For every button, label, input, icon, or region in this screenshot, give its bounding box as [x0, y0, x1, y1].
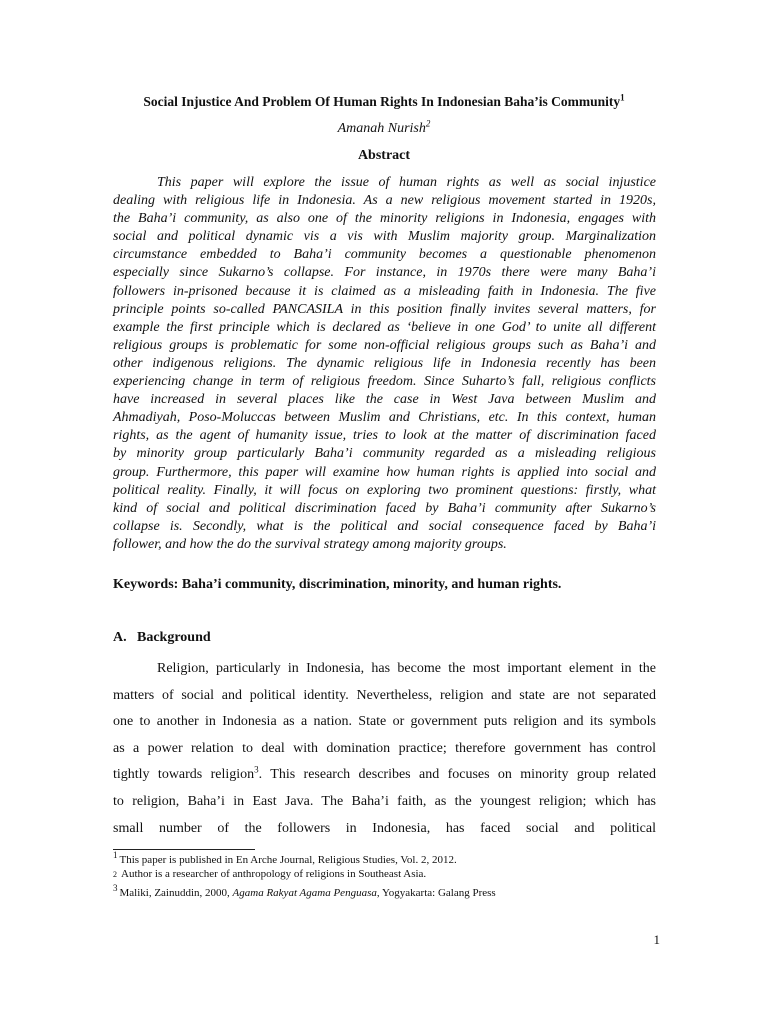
section-number: A. [113, 630, 127, 645]
abstract-line: political reality. Finally, it will focus on exploring two prominent questions: firstly, what [113, 482, 656, 498]
abstract-line: group. Furthermore, this paper will examine how human rights is applied into social and [113, 464, 656, 480]
footnotes [113, 850, 673, 900]
footnote-2: 2 Author is a researcher of anthropology of religions in Southeast Asia. [113, 868, 427, 880]
abstract-line: by minority group particularly Baha’i community regarded as a misleading religious [113, 446, 656, 462]
abstract-line: religious groups is problematic for some non-official religious groups such as Baha’i and [113, 337, 656, 353]
body-line: small number of the followers in Indonesia, has faced social and political [113, 820, 656, 836]
author-name: Amanah Nurish$^2$ [337, 118, 431, 136]
abstract-line: collapse is. Secondly, what is the political and social consequence faced by Baha’i [113, 518, 656, 534]
body-line: one to another in Indonesia as a nation. State or government puts religion and its symbols [113, 714, 656, 730]
footnote-1: $^1$ This paper is published in En Arche Journal, Religious Studies, Vol. 2, 2012. [113, 850, 457, 866]
body-line: as a power relation to deal with domination practice; therefore government has control [113, 740, 656, 756]
body-line: tightly towards religion$^3$. This research describes and focuses on minority group related [113, 764, 656, 783]
body-line: matters of social and political identity. Nevertheless, religion and state are not separated [113, 687, 656, 703]
abstract-line: dealing with religious life in Indonesia. As a new religious movement started in 1920s, [113, 193, 656, 209]
title-footnote-mark: 1 [620, 92, 625, 103]
abstract-line: kind of social and political discrimination faced by Baha’i community after Sukarno’s [113, 500, 656, 516]
abstract-line: Ahmadiyah, Poso-Moluccas between Muslim and Christians, etc. In this context, human [113, 410, 656, 426]
abstract-line: example the first principle which is declared as ‘believe in one God’ to unite all different [113, 319, 656, 335]
abstract-body [113, 174, 656, 554]
abstract-line: This paper will explore the issue of human rights as well as social injustice [157, 175, 656, 190]
section-title: Background [137, 630, 211, 645]
body-line: to religion, Baha’i in East Java. The Baha’i faith, as the youngest religion; which has [113, 793, 656, 809]
abstract-line: follower, and how the do the survival strategy among majority groups. [113, 536, 507, 552]
abstract-line: rights, as the agent of humanity issue, tries to look at the matter of discrimination faced [113, 428, 656, 444]
abstract-line: experiencing change in term of religious freedom. Since Suharto’s fall, religious conflicts [113, 374, 656, 390]
footnote-divider [113, 849, 255, 850]
abstract-heading: Abstract [357, 148, 411, 163]
footnote-3: $^3$ Maliki, Zainuddin, 2000, Agama Rakyat Agama Penguasa, Yogyakarta: Galang Press [113, 883, 496, 899]
abstract-line: especially since Sukarno’s collapse. For instance, in 1970s there were many Baha’i [113, 265, 656, 281]
abstract-line: have increased in several places like the case in West Java between Muslim and [113, 392, 656, 408]
abstract-line: social and political dynamic vis a vis with Muslim majority group. Marginalization [113, 229, 656, 245]
abstract-line: followers in-prisoned because it is claimed as a misleading faith in Indonesia. The five [113, 283, 656, 299]
abstract-line: the Baha’i community, as also one of the minority religions in Indonesia, engages with [113, 211, 656, 227]
body-paragraph [113, 656, 656, 842]
section-heading [113, 629, 413, 647]
abstract-line: circumstance embedded to Baha’i community becomes a questionable phenomenon [113, 247, 656, 263]
abstract-line: principle points so-called PANCASILA in this position finally invites several matters, for [113, 301, 656, 317]
abstract-line: other indigenous religions. The dynamic religious life in Indonesia recently has been [113, 355, 656, 371]
body-line: Religion, particularly in Indonesia, has become the most important element in the [157, 661, 656, 676]
author-footnote-mark: 2 [425, 118, 431, 129]
body-footnote-mark: 3 [254, 764, 259, 775]
page-number: 1 [653, 932, 660, 947]
keywords: Keywords: Baha’i community, discrimination, minority, and human rights. [113, 577, 562, 592]
paper-title: Social Injustice And Problem Of Human Rights In Indonesian Baha’is Community$^1$ [143, 92, 625, 109]
